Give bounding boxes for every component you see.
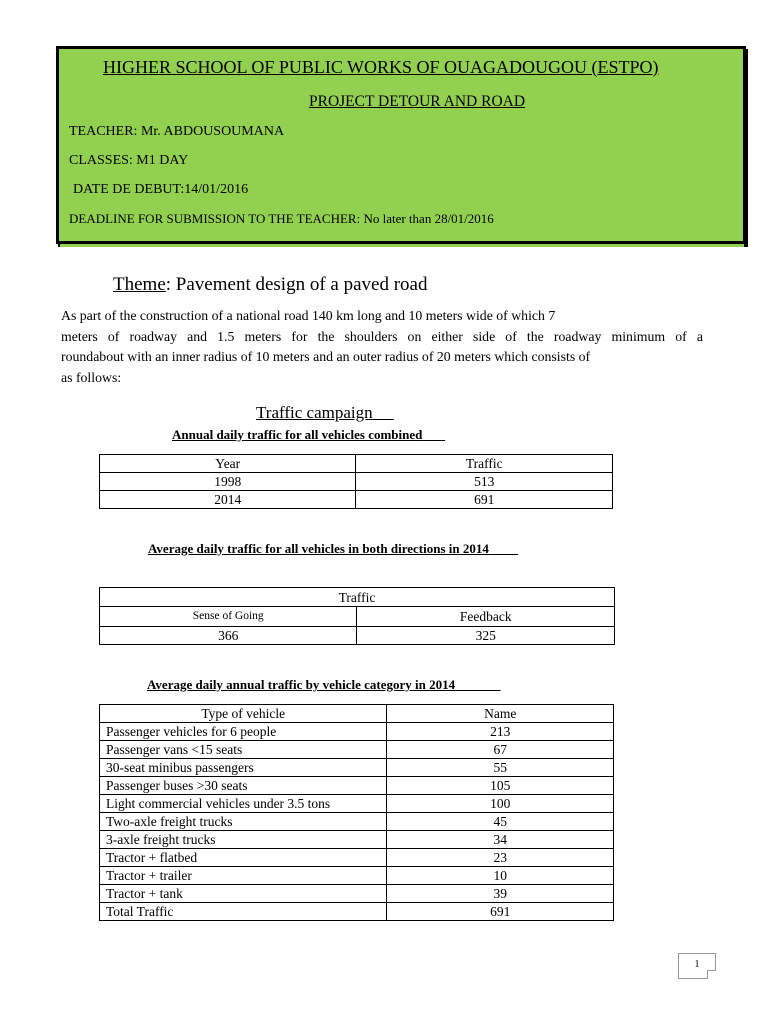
table-cell: Tractor + tank: [100, 885, 387, 903]
table-cell: Tractor + flatbed: [100, 849, 387, 867]
table-cell: 3-axle freight trucks: [100, 831, 387, 849]
header-box: [56, 46, 746, 244]
table-row: [100, 491, 613, 509]
theme-text: : Pavement design of a paved road: [165, 274, 428, 295]
intro-line-2: meters of roadway and 1.5 meters for the shoulders on either side of the roadway minimum of a: [61, 329, 703, 344]
table-subheader-row: [100, 607, 615, 627]
table-total-row: [100, 903, 614, 921]
theme-label: Theme: [113, 274, 166, 295]
table-row: [100, 813, 614, 831]
table-cell: 213: [387, 723, 614, 741]
table-row: [100, 885, 614, 903]
table-row: [100, 795, 614, 813]
header-divider: [60, 244, 744, 247]
school-title: HIGHER SCHOOL OF PUBLIC WORKS OF OUAGADOUGOU (ESTPO): [103, 57, 659, 77]
table-header-cell: Feedback: [357, 607, 615, 627]
table-cell: 30-seat minibus passengers: [100, 759, 387, 777]
table-cell: 2014: [100, 491, 356, 509]
intro-line-4: as follows:: [61, 370, 122, 385]
page-fold-icon: [707, 970, 716, 979]
table-cell: 691: [387, 903, 614, 921]
table-row: [100, 777, 614, 795]
table-cell: 691: [356, 491, 613, 509]
theme-heading: [113, 274, 427, 296]
vehicle-category-table: [99, 704, 614, 921]
campaign-title: [256, 403, 394, 423]
table-row: [100, 867, 614, 885]
deadline-value: No later than 28/01/2016: [360, 211, 494, 226]
table-header-cell: Name: [387, 705, 614, 723]
table-header-row: [100, 588, 615, 607]
table-cell: 100: [387, 795, 614, 813]
table3-title: [147, 677, 501, 693]
table-cell: 366: [100, 627, 357, 645]
table-header-cell: Traffic: [100, 588, 615, 607]
page-number-box: [678, 953, 716, 979]
table-cell: Tractor + trailer: [100, 867, 387, 885]
table-row: [100, 473, 613, 491]
table-cell: 513: [356, 473, 613, 491]
table3-title-text: Average daily annual traffic by vehicle category in 2014: [147, 677, 456, 692]
teacher-line: TEACHER: Mr. ABDOUSOUMANA: [69, 124, 285, 139]
table-cell: Passenger vehicles for 6 people: [100, 723, 387, 741]
directional-traffic-table: [99, 587, 615, 645]
table-row: [100, 759, 614, 777]
table-cell: Two-axle freight trucks: [100, 813, 387, 831]
table-row: [100, 849, 614, 867]
start-date-line: DATE DE DEBUT:14/01/2016: [73, 182, 249, 197]
table-header-row: [100, 455, 613, 473]
campaign-title-text: Traffic campaign: [256, 403, 373, 422]
table-header-cell: Sense of Going: [100, 607, 357, 627]
table-cell: 55: [387, 759, 614, 777]
page-number: 1: [694, 959, 700, 970]
table-header-cell: Year: [100, 455, 356, 473]
table-cell: Total Traffic: [100, 903, 387, 921]
table1-title-text: Annual daily traffic for all vehicles combined: [172, 427, 423, 442]
intro-line-3: roundabout with an inner radius of 10 meters and an outer radius of 20 meters which consists of: [61, 349, 591, 364]
intro-line-1: As part of the construction of a national road 140 km long and 10 meters wide of which 7: [61, 308, 556, 323]
table-cell: Light commercial vehicles under 3.5 tons: [100, 795, 387, 813]
table-cell: 23: [387, 849, 614, 867]
table-header-row: [100, 705, 614, 723]
table-cell: 39: [387, 885, 614, 903]
table-cell: 1998: [100, 473, 356, 491]
table-cell: 10: [387, 867, 614, 885]
table-cell: Passenger buses >30 seats: [100, 777, 387, 795]
annual-traffic-table: [99, 454, 613, 509]
table-header-cell: Type of vehicle: [100, 705, 387, 723]
table-cell: 67: [387, 741, 614, 759]
table-cell: 45: [387, 813, 614, 831]
table-cell: Passenger vans <15 seats: [100, 741, 387, 759]
table-row: [100, 831, 614, 849]
table2-title-text: Average daily traffic for all vehicles in both directions in 2014: [148, 541, 489, 556]
table-row: [100, 627, 615, 645]
table-row: [100, 741, 614, 759]
deadline-label: DEADLINE FOR SUBMISSION TO THE TEACHER:: [69, 211, 361, 226]
table2-title: [148, 541, 518, 557]
table-row: [100, 723, 614, 741]
deadline-line: [69, 211, 494, 227]
classes-line: CLASSES: M1 DAY: [69, 153, 189, 168]
table-cell: 34: [387, 831, 614, 849]
table-cell: 325: [357, 627, 615, 645]
table-cell: 105: [387, 777, 614, 795]
table1-title: [172, 427, 445, 443]
table-header-cell: Traffic: [356, 455, 613, 473]
project-title: PROJECT DETOUR AND ROAD: [309, 93, 526, 110]
